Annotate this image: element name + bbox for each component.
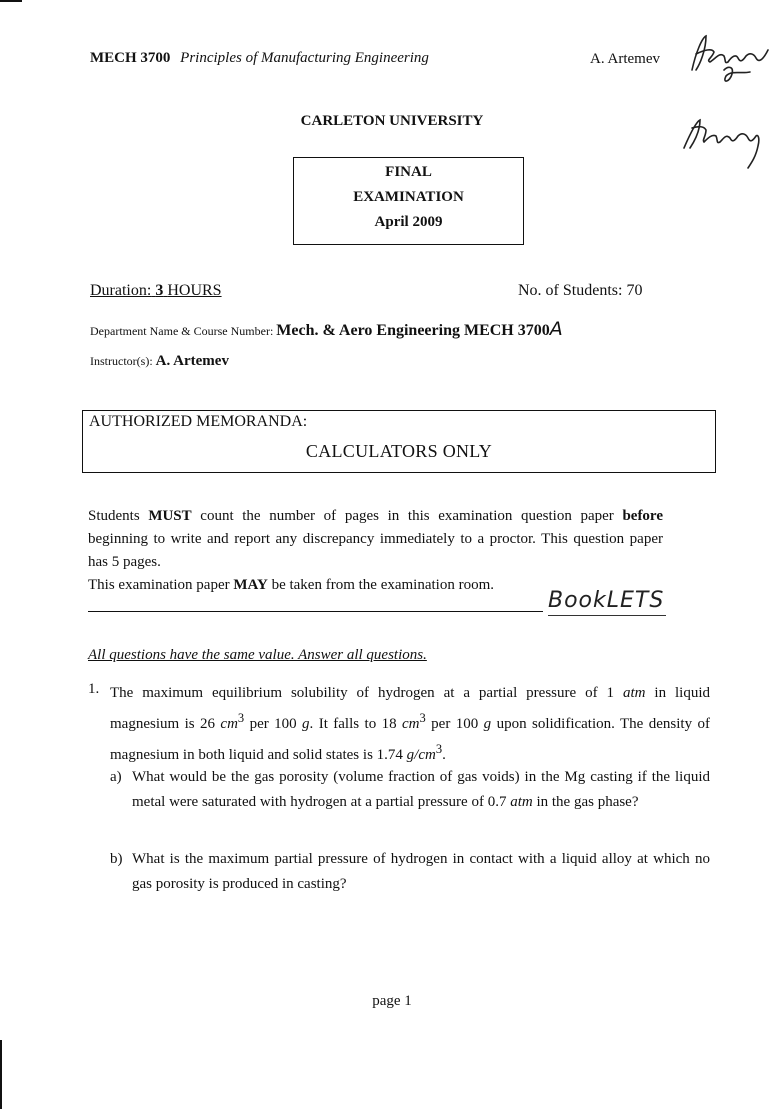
handwritten-booklets-note: BookLETS (548, 588, 665, 613)
notice-emphasis-may: MAY (233, 577, 268, 593)
page-number: page 1 (372, 993, 412, 1009)
q-text: What would be the gas porosity (volume fraction of gas voids) in the Mg casting if the liquid metal were saturated with hydrogen at a partial pressure of 0.7 (132, 769, 710, 810)
scan-edge-mark (0, 1040, 2, 1109)
notice-text: This examination paper (88, 577, 234, 593)
student-count: No. of Students: 70 (518, 282, 643, 299)
q-text: The maximum equilibrium solubility of hydrogen at a partial pressure of 1 (110, 685, 623, 701)
unit-g: g (483, 716, 492, 732)
q-text: per 100 (244, 716, 303, 732)
notice-text: Students (88, 508, 149, 524)
q-text: . It falls to 18 (309, 716, 403, 732)
unit-atm: atm (622, 685, 646, 701)
course-header (90, 50, 429, 67)
unit-g: g (302, 716, 310, 732)
notice-emphasis-before: before (622, 508, 663, 524)
duration-unit: HOURS (167, 282, 222, 299)
duration-value: 3 (155, 282, 164, 299)
superscript: 3 (419, 711, 426, 725)
unit-atm: atm (510, 794, 533, 810)
memoranda-box (82, 410, 716, 473)
department-label: Department Name & Course Number: (90, 324, 274, 338)
notice-text: beginning to write and report any discrepancy immediately to a proctor. This question paper has 5 pages. (88, 531, 663, 570)
university-name: CARLETON UNIVERSITY (300, 113, 484, 129)
subquestion-a-marker: a) (110, 769, 122, 785)
instructions: All questions have the same value. Answer all questions. (88, 647, 427, 663)
booklets-underline (548, 615, 666, 616)
notice-emphasis-must: MUST (148, 508, 192, 524)
notice-text: be taken from the examination room. (267, 577, 495, 593)
scan-mark (0, 0, 22, 2)
signature-top (692, 36, 768, 81)
unit-gcm: g/cm (406, 747, 436, 763)
memoranda-label: AUTHORIZED MEMORANDA: (89, 413, 308, 430)
header-instructor: A. Artemev (590, 51, 660, 67)
q-text: in the gas phase? (532, 794, 639, 810)
subquestion-b-marker: b) (110, 851, 123, 867)
handwritten-section: A (549, 318, 563, 340)
handwritten-signatures (682, 30, 782, 180)
notice-text: count the number of pages in this examination question paper (191, 508, 623, 524)
department-line (90, 318, 563, 340)
q-text: in liquid magnesium is 26 (110, 685, 711, 732)
q-text: per 100 (425, 716, 484, 732)
exam-title-line2: EXAMINATION (353, 189, 464, 205)
unit-cm: cm (402, 716, 420, 732)
question-number: 1. (88, 681, 100, 697)
instructor-line (90, 353, 229, 370)
duration-label: Duration: (90, 282, 152, 299)
course-code: MECH 3700 (90, 50, 171, 66)
instructor-value: A. Artemev (155, 353, 229, 369)
instructor-label: Instructor(s): (90, 354, 153, 368)
subquestion-a-text (132, 765, 710, 815)
q-text: upon solidification. The density of magnesium in both liquid and solid states is 1.74 (110, 716, 710, 763)
exam-title-line1: FINAL (385, 164, 432, 180)
department-value: Mech. & Aero Engineering MECH 3700 (276, 322, 550, 339)
superscript: 3 (435, 742, 443, 756)
superscript: 3 (237, 711, 245, 725)
subquestion-b-text: What is the maximum partial pressure of hydrogen in contact with a liquid alloy at which no gas porosity is produced in casting? (132, 851, 710, 892)
memoranda-value: CALCULATORS ONLY (305, 441, 493, 461)
unit-cm: cm (220, 716, 238, 732)
course-title: Principles of Manufacturing Engineering (180, 50, 429, 66)
q-text: . (442, 747, 446, 763)
fill-in-line (88, 611, 543, 612)
exam-date: April 2009 (374, 214, 443, 230)
page-count-notice (88, 505, 663, 597)
exam-title-box (293, 157, 524, 245)
duration (90, 282, 222, 300)
question-1-text (110, 681, 710, 768)
notice-paragraph-1 (88, 505, 663, 574)
